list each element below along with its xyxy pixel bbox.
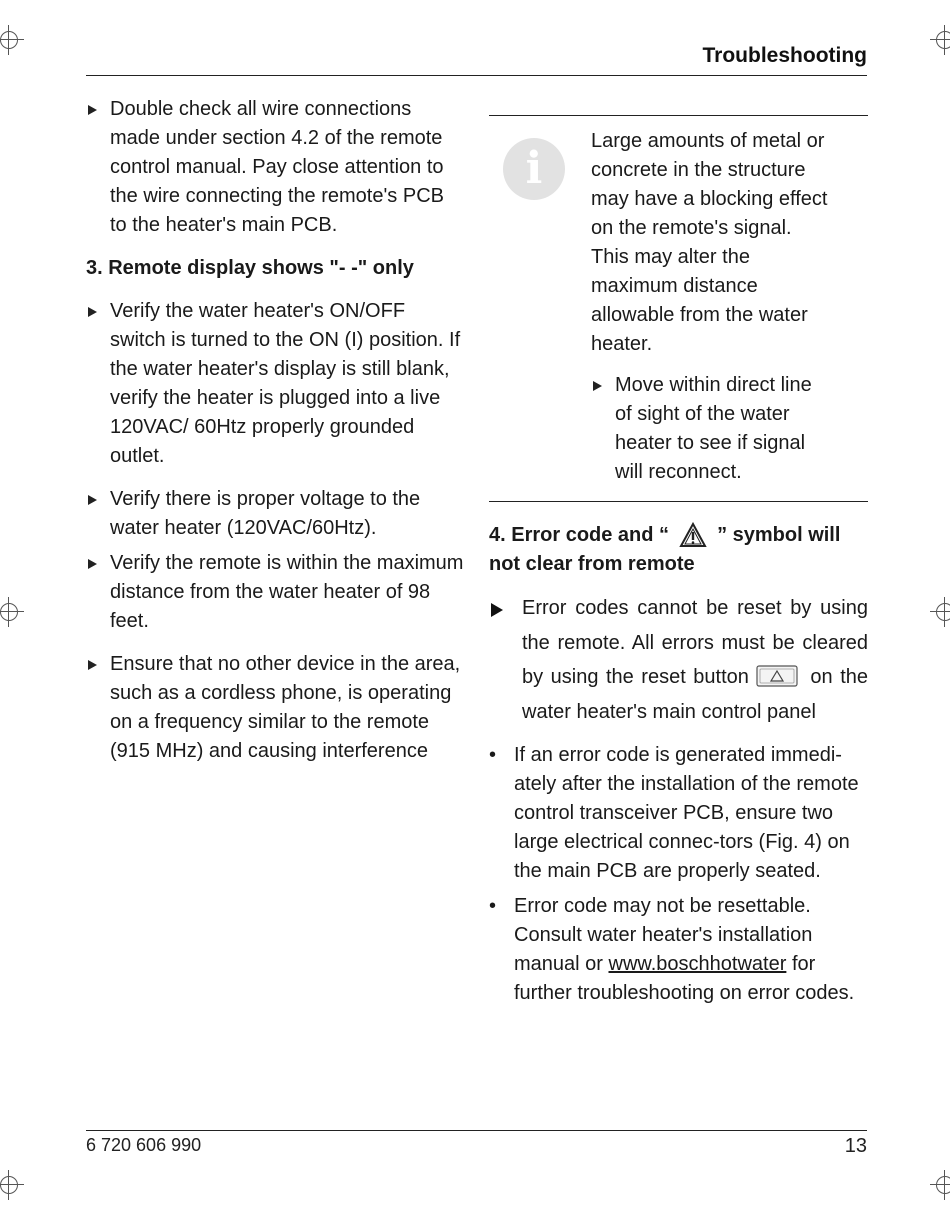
section3-heading: 3. Remote display shows "- -" only: [86, 257, 414, 279]
note-bullet-line-of-sight: Move within direct line of sight of the water heater to see if signal will reconnect.: [591, 371, 831, 487]
crop-mark-bottom-right: [930, 1170, 950, 1200]
crop-mark-top-right: [930, 25, 950, 55]
bullet-arrow-icon: [491, 603, 503, 617]
note-top-divider: [489, 115, 868, 116]
document-number: 6 720 606 990: [86, 1135, 202, 1155]
bullet-dot-icon: •: [489, 744, 497, 767]
dot-connectors: • If an error code is generated immedi-ately after the installation of the remote control transceiver PCB, ensure two large electrical connec-tors (Fig. 4) on the main PCB are properly seated.: [489, 741, 868, 886]
bullet-distance: Verify the remote is within the maximum distance from the water heater of 98 feet.: [86, 549, 466, 636]
bullet-arrow-icon: [88, 307, 97, 317]
left-column: [86, 95, 466, 766]
warning-triangle-icon: [679, 522, 707, 548]
reset-button-icon: [756, 665, 798, 687]
crop-mark-top-left: [0, 25, 24, 55]
bullet-arrow-icon: [593, 381, 602, 391]
section4: [489, 521, 868, 1008]
crop-mark-bottom-left: [0, 1170, 24, 1200]
section4-heading: 4. Error code and “ ” symbol will not clear from remote: [489, 524, 841, 575]
bullet-voltage: Verify there is proper voltage to the water heater (120VAC/60Htz).: [86, 485, 466, 543]
bullet-arrow-icon: [88, 559, 97, 569]
page-number: 13: [844, 1135, 867, 1157]
boschhotwater-link[interactable]: www.boschhotwater: [608, 953, 787, 976]
bullet-arrow-icon: [88, 660, 97, 670]
bullet-onoff-switch: Verify the water heater's ON/OFF switch is turned to the ON (I) position. If the water heater's display is still blank, verify the heater is plugged into a live 120VAC/ 60Htz properly grounded outlet.: [86, 297, 466, 471]
info-icon: i: [503, 138, 565, 200]
page-header-title: Troubleshooting: [702, 44, 867, 67]
note-text: Large amounts of metal or concrete in the structure may have a blocking effect on the remote's signal. This may alter the maximum distance allowable from the water heater.: [591, 130, 828, 355]
footer-divider: [86, 1130, 867, 1131]
bullet-wire-connections: Double check all wire connections made under section 4.2 of the remote control manual. Pay close attention to the wire connecting the remote's PCB to the heater's main PCB.: [86, 95, 466, 240]
bullet-dot-icon: •: [489, 895, 497, 918]
bullet-arrow-icon: [88, 495, 97, 505]
crop-mark-mid-right: [930, 597, 950, 627]
note-bottom-divider: [489, 501, 868, 502]
bullet-interference: Ensure that no other device in the area, such as a cordless phone, is operating on a frequency similar to the remote (915 MHz) and causing interference: [86, 650, 466, 766]
bullet-error-reset: Error codes cannot be reset by using the remote. All errors must be cleared by using the reset button on the water heater's main control panel: [489, 591, 868, 729]
note-box: [591, 127, 831, 487]
crop-mark-mid-left: [0, 597, 24, 627]
header-divider: [86, 75, 867, 76]
dot-manual: • Error code may not be resettable. Consult water heater's installation manual or www.boschhotwater for further troubleshooting on error codes.: [489, 892, 868, 1008]
bullet-arrow-icon: [88, 105, 97, 115]
